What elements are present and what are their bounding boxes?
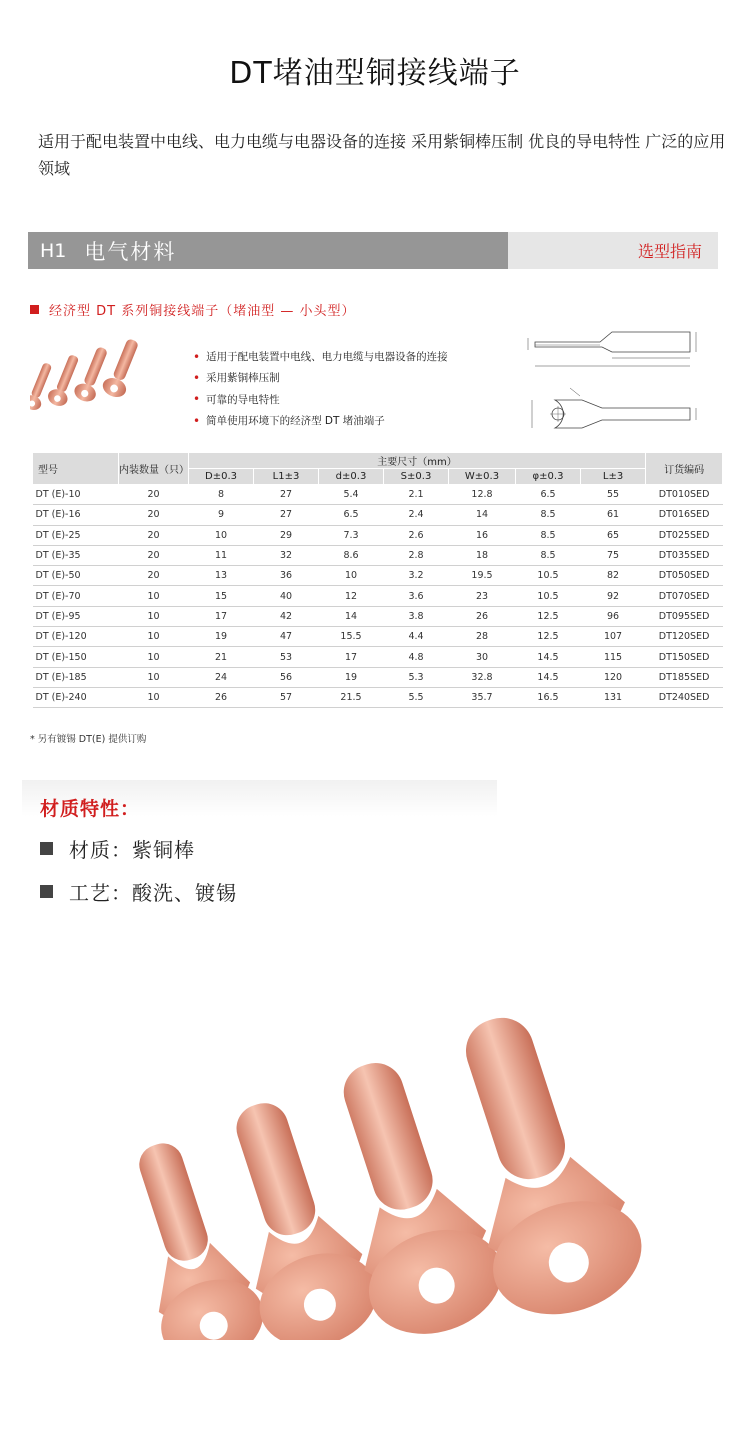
spec-table-body [33, 485, 723, 708]
table-cell: 32 [254, 545, 319, 565]
model-cell: DT (E)-25 [33, 525, 119, 545]
table-cell: 12.5 [516, 627, 581, 647]
table-row [33, 687, 723, 707]
table-cell: 2.1 [384, 485, 449, 505]
model-cell: DT (E)-150 [33, 647, 119, 667]
footnote: * 另有镀锡 DT(E) 提供订购 [30, 734, 147, 745]
table-cell: 29 [254, 525, 319, 545]
table-cell: 65 [581, 525, 646, 545]
header-dim: φ±0.3 [516, 469, 581, 485]
feature-item: • 可靠的导电特性 [193, 392, 280, 407]
table-cell: 27 [254, 485, 319, 505]
table-cell: 2.8 [384, 545, 449, 565]
product-heading [30, 300, 355, 319]
table-cell: 14.5 [516, 647, 581, 667]
table-row [33, 627, 723, 647]
product-heading-text: 经济型 DT 系列铜接线端子（堵油型 — 小头型） [49, 304, 356, 319]
table-cell: 17 [319, 647, 384, 667]
table-row [33, 667, 723, 687]
terminal-lugs-photo [100, 1010, 660, 1340]
table-row [33, 647, 723, 667]
order-code-cell: DT010SED [646, 485, 723, 505]
table-cell: 10 [319, 566, 384, 586]
table-cell: 26 [189, 687, 254, 707]
table-cell: 2.4 [384, 505, 449, 525]
feature-item: • 适用于配电装置中电线、电力电缆与电器设备的连接 [193, 349, 448, 364]
bullet-dot-icon: • [193, 370, 201, 385]
table-cell: 8.6 [319, 545, 384, 565]
table-cell: 20 [119, 485, 189, 505]
table-cell: 12.5 [516, 606, 581, 626]
table-row [33, 545, 723, 565]
table-cell: 3.8 [384, 606, 449, 626]
table-cell: 3.2 [384, 566, 449, 586]
model-cell: DT (E)-16 [33, 505, 119, 525]
material-item: 材质：紫铜棒 [40, 834, 195, 863]
table-cell: 115 [581, 647, 646, 667]
spec-table [32, 452, 723, 708]
table-cell: 20 [119, 525, 189, 545]
table-cell: 21 [189, 647, 254, 667]
table-cell: 92 [581, 586, 646, 606]
table-cell: 57 [254, 687, 319, 707]
material-title: 材质特性： [40, 798, 141, 820]
table-cell: 55 [581, 485, 646, 505]
material-item: 工艺：酸洗、镀锡 [40, 877, 237, 906]
category-label: 电气材料 [84, 239, 177, 264]
model-cell: DT (E)-50 [33, 566, 119, 586]
table-cell: 56 [254, 667, 319, 687]
table-cell: 40 [254, 586, 319, 606]
header-dim: d±0.3 [319, 469, 384, 485]
table-cell: 4.8 [384, 647, 449, 667]
square-bullet-icon [40, 842, 53, 855]
table-cell: 20 [119, 566, 189, 586]
terminal-lugs-thumbnail [30, 336, 190, 426]
table-cell: 75 [581, 545, 646, 565]
table-cell: 19 [319, 667, 384, 687]
header-dim: W±0.3 [449, 469, 516, 485]
order-code-cell: DT035SED [646, 545, 723, 565]
table-cell: 9 [189, 505, 254, 525]
table-cell: 10 [119, 667, 189, 687]
dimension-drawing [520, 318, 710, 433]
order-code-cell: DT150SED [646, 647, 723, 667]
square-bullet-icon [40, 885, 53, 898]
feature-list [193, 346, 448, 431]
table-cell: 10 [119, 586, 189, 606]
material-panel [22, 780, 497, 905]
header-dim: L1±3 [254, 469, 319, 485]
model-cell: DT (E)-120 [33, 627, 119, 647]
table-cell: 8 [189, 485, 254, 505]
selection-guide-link[interactable]: 选型指南 [637, 242, 702, 261]
header-model: 型号 [33, 453, 119, 485]
header-qty: 内装数量（只） [119, 453, 189, 485]
table-cell: 17 [189, 606, 254, 626]
order-code-cell: DT016SED [646, 505, 723, 525]
table-cell: 6.5 [319, 505, 384, 525]
order-code-cell: DT070SED [646, 586, 723, 606]
table-cell: 5.4 [319, 485, 384, 505]
bullet-dot-icon: • [193, 392, 201, 407]
table-cell: 10 [119, 627, 189, 647]
table-cell: 20 [119, 545, 189, 565]
header-dimensions: 主要尺寸（mm） [189, 453, 646, 469]
order-code-cell: DT050SED [646, 566, 723, 586]
table-row [33, 566, 723, 586]
table-cell: 2.6 [384, 525, 449, 545]
table-cell: 131 [581, 687, 646, 707]
table-cell: 14 [449, 505, 516, 525]
table-cell: 23 [449, 586, 516, 606]
header-dim: D±0.3 [189, 469, 254, 485]
table-cell: 16 [449, 525, 516, 545]
table-cell: 12 [319, 586, 384, 606]
header-dim: S±0.3 [384, 469, 449, 485]
table-cell: 24 [189, 667, 254, 687]
bullet-dot-icon: • [193, 349, 201, 364]
feature-item: • 简单使用环境下的经济型 DT 堵油端子 [193, 413, 385, 428]
table-row [33, 485, 723, 505]
table-cell: 36 [254, 566, 319, 586]
table-cell: 26 [449, 606, 516, 626]
category-code: H1 [40, 239, 67, 262]
table-cell: 16.5 [516, 687, 581, 707]
model-cell: DT (E)-10 [33, 485, 119, 505]
model-cell: DT (E)-95 [33, 606, 119, 626]
table-cell: 21.5 [319, 687, 384, 707]
order-code-cell: DT025SED [646, 525, 723, 545]
table-cell: 30 [449, 647, 516, 667]
table-cell: 20 [119, 505, 189, 525]
table-row [33, 606, 723, 626]
bullet-dot-icon: • [193, 413, 201, 428]
table-row [33, 586, 723, 606]
category-bar-left [28, 232, 508, 269]
table-cell: 8.5 [516, 525, 581, 545]
header-order-code: 订货编码 [646, 453, 723, 485]
table-cell: 120 [581, 667, 646, 687]
table-cell: 10.5 [516, 566, 581, 586]
table-cell: 19.5 [449, 566, 516, 586]
table-cell: 13 [189, 566, 254, 586]
product-description: 适用于配电装置中电线、电力电缆与电器设备的连接 采用紫铜棒压制 优良的导电特性 广泛的应用领域 [38, 132, 726, 178]
table-cell: 107 [581, 627, 646, 647]
table-cell: 61 [581, 505, 646, 525]
table-cell: 8.5 [516, 505, 581, 525]
table-cell: 14.5 [516, 667, 581, 687]
table-cell: 28 [449, 627, 516, 647]
table-cell: 8.5 [516, 545, 581, 565]
table-cell: 4.4 [384, 627, 449, 647]
order-code-cell: DT185SED [646, 667, 723, 687]
table-cell: 82 [581, 566, 646, 586]
table-cell: 10 [119, 687, 189, 707]
table-cell: 35.7 [449, 687, 516, 707]
table-cell: 7.3 [319, 525, 384, 545]
table-cell: 14 [319, 606, 384, 626]
feature-item: • 采用紫铜棒压制 [193, 370, 280, 385]
order-code-cell: DT120SED [646, 627, 723, 647]
category-bar-right [508, 232, 718, 269]
table-cell: 3.6 [384, 586, 449, 606]
table-cell: 5.3 [384, 667, 449, 687]
table-cell: 53 [254, 647, 319, 667]
table-cell: 11 [189, 545, 254, 565]
order-code-cell: DT095SED [646, 606, 723, 626]
table-cell: 10 [119, 606, 189, 626]
table-cell: 10 [119, 647, 189, 667]
table-cell: 15 [189, 586, 254, 606]
model-cell: DT (E)-70 [33, 586, 119, 606]
model-cell: DT (E)-35 [33, 545, 119, 565]
table-cell: 10 [189, 525, 254, 545]
table-cell: 96 [581, 606, 646, 626]
table-cell: 12.8 [449, 485, 516, 505]
table-cell: 5.5 [384, 687, 449, 707]
order-code-cell: DT240SED [646, 687, 723, 707]
square-bullet-icon [30, 305, 39, 314]
page-title: DT堵油型铜接线端子 [229, 56, 521, 92]
table-cell: 6.5 [516, 485, 581, 505]
table-cell: 15.5 [319, 627, 384, 647]
table-cell: 19 [189, 627, 254, 647]
category-bar [28, 232, 718, 269]
table-row [33, 505, 723, 525]
table-cell: 42 [254, 606, 319, 626]
table-cell: 32.8 [449, 667, 516, 687]
table-cell: 47 [254, 627, 319, 647]
header-dim: L±3 [581, 469, 646, 485]
table-cell: 18 [449, 545, 516, 565]
table-cell: 27 [254, 505, 319, 525]
table-row [33, 525, 723, 545]
model-cell: DT (E)-240 [33, 687, 119, 707]
model-cell: DT (E)-185 [33, 667, 119, 687]
table-cell: 10.5 [516, 586, 581, 606]
